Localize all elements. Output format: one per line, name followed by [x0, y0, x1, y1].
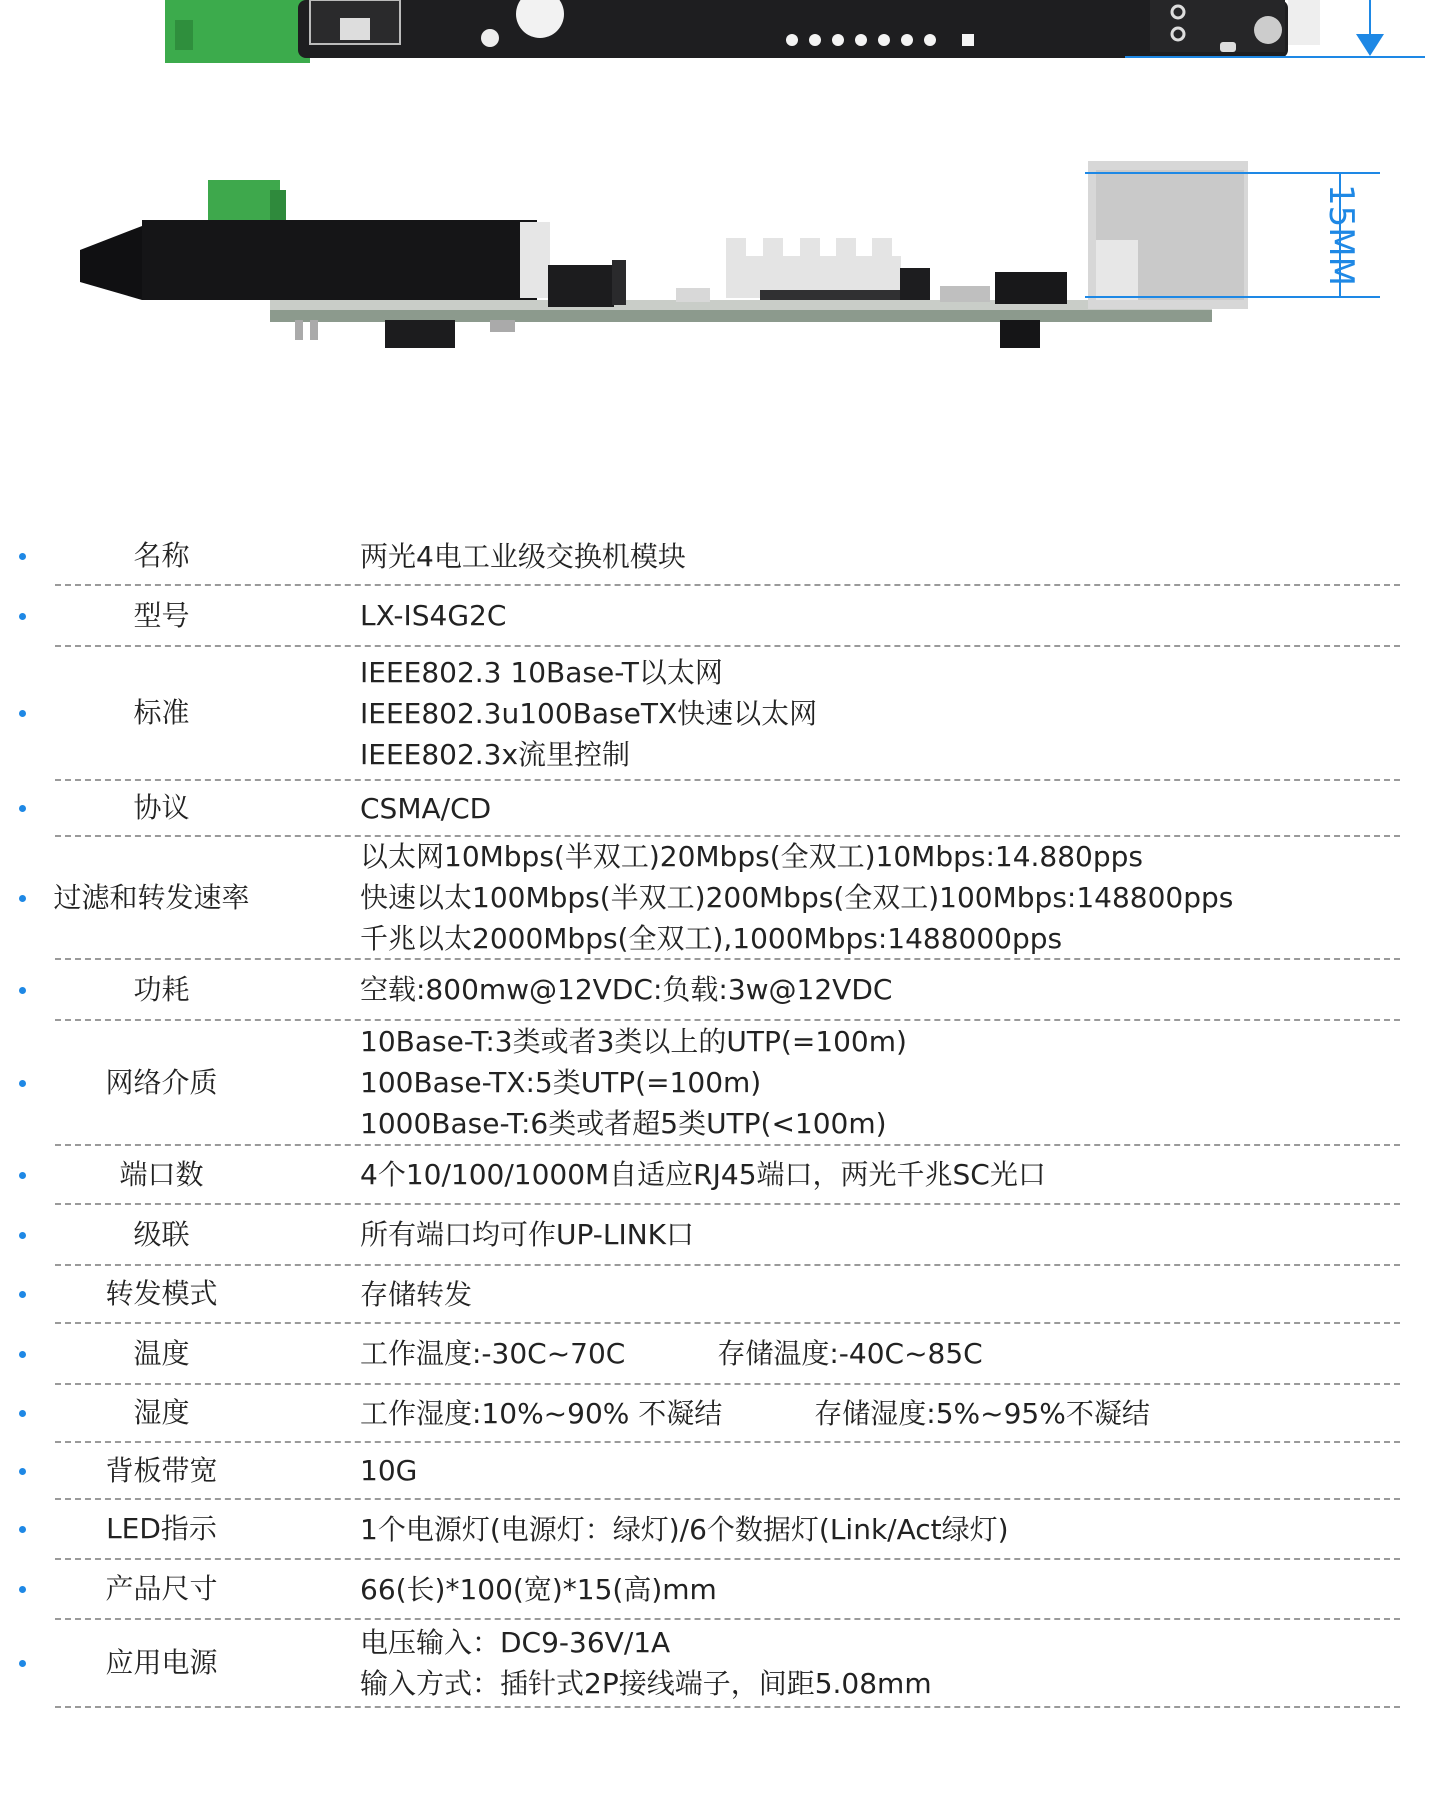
spec-row — [55, 1560, 1400, 1620]
bullet-dot — [19, 1080, 26, 1087]
spec-label: 温度 — [133, 1336, 190, 1370]
spec-value-line: IEEE802.3 10Base-T以太网 — [360, 655, 723, 689]
spec-value — [268, 1622, 932, 1704]
spec-row — [55, 1443, 1400, 1500]
bullet-dot — [19, 553, 26, 560]
bullet-dot — [19, 1526, 26, 1533]
pcb-edge — [270, 308, 1212, 322]
spec-row — [55, 1205, 1400, 1266]
spec-label: 协议 — [133, 791, 190, 824]
bullet-dot — [19, 1468, 26, 1475]
spec-value — [268, 1021, 907, 1144]
bullet-dot — [19, 1586, 26, 1593]
spec-value — [268, 1393, 1150, 1434]
spec-value-line: 66(长)*100(宽)*15(高)mm — [360, 1572, 717, 1606]
spec-label: 过滤和转发速率 — [53, 880, 250, 914]
spec-label: 端口数 — [119, 1157, 204, 1191]
spec-label: 级联 — [133, 1217, 190, 1251]
spec-value — [268, 969, 892, 1010]
spec-row — [55, 1385, 1400, 1443]
spec-value-line: IEEE802.3x流里控制 — [360, 737, 631, 771]
bullet-dot — [19, 895, 26, 902]
spec-value — [268, 652, 817, 775]
spec-value — [268, 595, 506, 636]
spec-value-extra: 存储温度:-40C~85C — [717, 1337, 983, 1370]
spec-value-line: 100Base-TX:5类UTP(=100m) — [360, 1066, 762, 1099]
bullet-dot — [19, 1172, 26, 1179]
spec-value — [268, 536, 686, 577]
spec-value — [268, 1274, 472, 1315]
spec-row — [55, 1266, 1400, 1324]
height-dimension-label: 15MM — [1321, 184, 1361, 286]
bullet-dot — [19, 805, 26, 812]
spec-value-extra: 存储湿度:5%~95%不凝结 — [814, 1396, 1150, 1430]
spec-row — [55, 528, 1400, 586]
spec-value-line: CSMA/CD — [360, 791, 492, 825]
board-side-view — [0, 160, 1440, 390]
spec-row — [55, 647, 1400, 781]
spec-value-line: 工作湿度:10%~90% 不凝结 存储湿度:5%~95%不凝结 — [360, 1396, 1150, 1430]
spec-label: LED指示 — [106, 1512, 217, 1545]
spec-row — [55, 1146, 1400, 1205]
spec-row — [55, 1324, 1400, 1385]
spec-value-line: 千兆以太2000Mbps(全双工),1000Mbps:1488000pps — [360, 922, 1063, 955]
spec-value-line: 以太网10Mbps(半双工)20Mbps(全双工)10Mbps:14.880pps — [360, 840, 1144, 873]
spec-row — [55, 781, 1400, 837]
spec-value — [268, 1333, 983, 1374]
spec-value — [268, 836, 1233, 959]
spec-label: 型号 — [133, 598, 190, 632]
spec-value-line: 快速以太100Mbps(半双工)200Mbps(全双工)100Mbps:148800pps — [360, 881, 1234, 914]
spec-value — [268, 1154, 1046, 1195]
spec-value-line: LX-IS4G2C — [360, 599, 507, 632]
bullet-dot — [19, 1351, 26, 1358]
bullet-dot — [19, 1660, 26, 1667]
spec-label: 网络介质 — [105, 1065, 218, 1099]
spec-value-line: 4个10/100/1000M自适应RJ45端口，两光千兆SC光口 — [360, 1158, 1046, 1191]
bullet-dot — [19, 987, 26, 994]
spec-row — [55, 586, 1400, 647]
spec-value-line: 所有端口均可作UP-LINK口 — [360, 1218, 695, 1251]
bullet-dot — [19, 613, 26, 620]
board-top-view — [0, 0, 1440, 70]
spec-row — [55, 837, 1400, 960]
spec-value-line: 1个电源灯(电源灯：绿灯)/6个数据灯(Link/Act绿灯) — [360, 1512, 1009, 1546]
spec-label: 转发模式 — [105, 1277, 218, 1310]
spec-row — [55, 1021, 1400, 1146]
spec-value-line: 空载:800mw@12VDC:负载:3w@12VDC — [360, 973, 893, 1006]
spec-value — [268, 1450, 417, 1491]
spec-label: 标准 — [133, 696, 190, 729]
bullet-dot — [19, 1291, 26, 1298]
sc-optical-module — [142, 220, 537, 300]
spec-value — [268, 788, 491, 829]
heatsink — [726, 238, 901, 298]
spec-label: 产品尺寸 — [105, 1572, 218, 1605]
spec-value-line: 两光4电工业级交换机模块 — [360, 539, 686, 573]
spec-value-line: 10G — [360, 1454, 418, 1487]
spec-value — [268, 1509, 1009, 1550]
spec-value-line: 电压输入：DC9-36V/1A — [360, 1626, 671, 1659]
spec-value-line: 10Base-T:3类或者3类以上的UTP(=100m) — [360, 1025, 907, 1058]
spec-table — [0, 528, 1440, 1708]
spec-value — [268, 1214, 694, 1255]
spec-label: 湿度 — [133, 1396, 190, 1429]
spec-value — [268, 1569, 717, 1610]
spec-value-line: 1000Base-T:6类或者超5类UTP(<100m) — [360, 1107, 887, 1140]
spec-label: 应用电源 — [105, 1646, 218, 1679]
spec-value-line: 工作温度:-30C~70C 存储温度:-40C~85C — [360, 1337, 983, 1370]
spec-row — [55, 960, 1400, 1021]
bullet-dot — [19, 1232, 26, 1239]
spec-row — [55, 1500, 1400, 1560]
spec-value-line: IEEE802.3u100BaseTX快速以太网 — [360, 696, 818, 730]
bullet-dot — [19, 710, 26, 717]
bullet-dot — [19, 1410, 26, 1417]
spec-row — [55, 1620, 1400, 1708]
spec-value-line: 存储转发 — [360, 1277, 473, 1311]
spec-value-line: 输入方式：插针式2P接线端子，间距5.08mm — [360, 1667, 932, 1700]
spec-label: 背板带宽 — [105, 1453, 218, 1487]
pcb-top — [298, 0, 1288, 58]
spec-label: 名称 — [133, 539, 190, 572]
spec-label: 功耗 — [133, 972, 190, 1006]
